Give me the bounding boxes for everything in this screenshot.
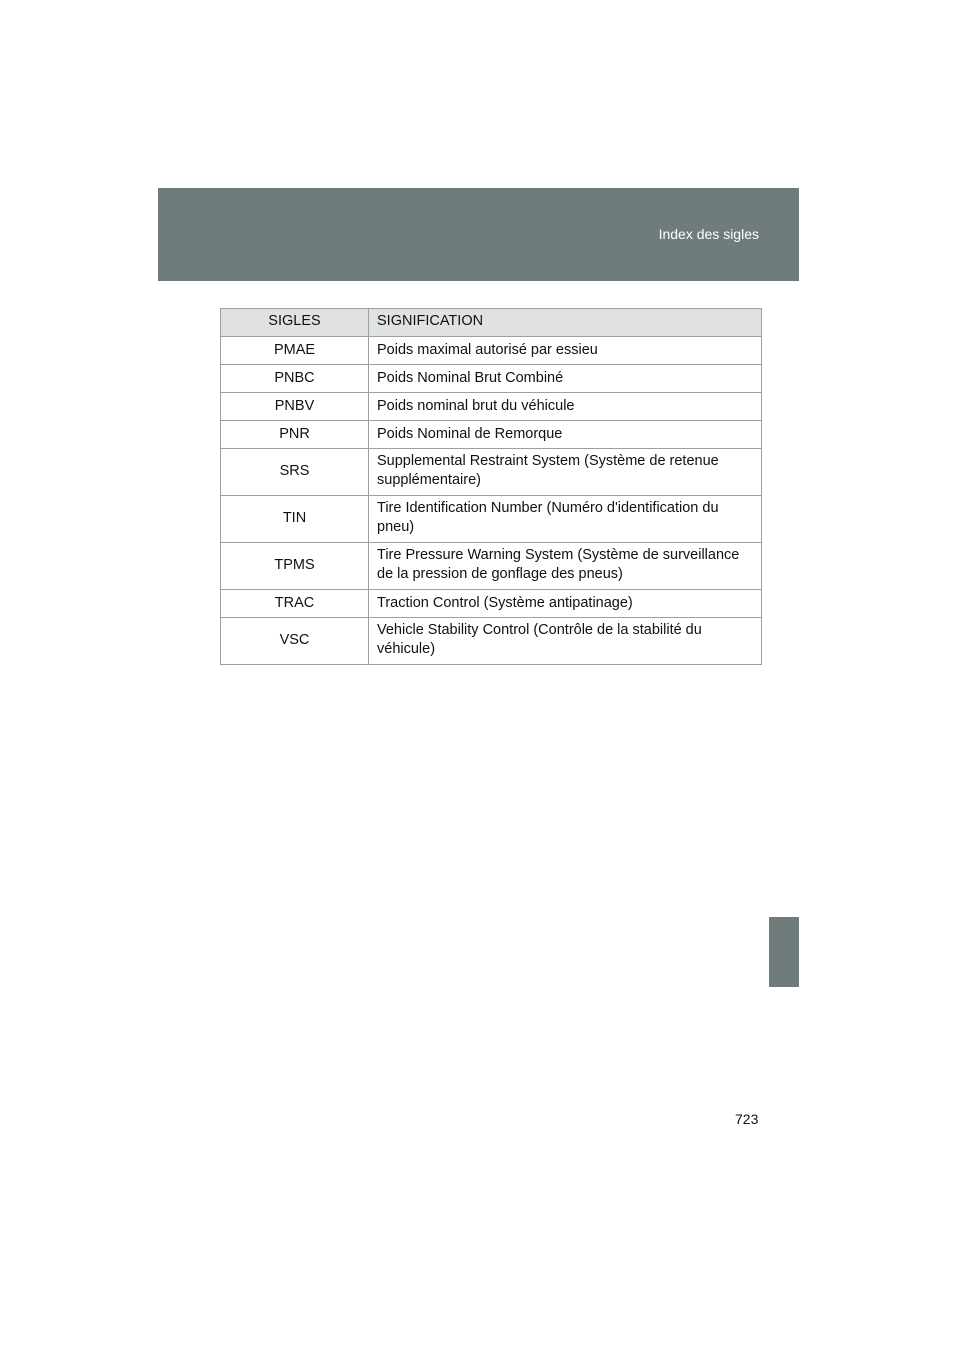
meaning-cell: Poids Nominal Brut Combiné [369, 365, 762, 393]
chapter-side-tab [769, 917, 799, 987]
meaning-cell: Poids maximal autorisé par essieu [369, 337, 762, 365]
abbreviation-cell: TPMS [221, 543, 369, 590]
meaning-cell: Poids Nominal de Remorque [369, 421, 762, 449]
page-number: 723 [735, 1111, 759, 1127]
meaning-cell: Supplemental Restraint System (Système de retenue supplémentaire) [369, 449, 762, 496]
meaning-cell: Poids nominal brut du véhicule [369, 393, 762, 421]
column-header-sigles: SIGLES [221, 309, 369, 337]
abbreviations-table [220, 308, 762, 665]
table-row [221, 365, 762, 393]
abbreviation-cell: TRAC [221, 590, 369, 618]
table-row [221, 590, 762, 618]
abbreviation-cell: PNBV [221, 393, 369, 421]
header-band [158, 188, 799, 281]
table-row [221, 449, 762, 496]
meaning-cell: Vehicle Stability Control (Contrôle de la stabilité du véhicule) [369, 618, 762, 665]
abbreviation-cell: PNBC [221, 365, 369, 393]
table-row [221, 393, 762, 421]
table-row [221, 496, 762, 543]
table-row [221, 543, 762, 590]
table-row [221, 421, 762, 449]
abbreviation-cell: TIN [221, 496, 369, 543]
abbreviation-cell: PMAE [221, 337, 369, 365]
abbreviation-cell: PNR [221, 421, 369, 449]
table-row [221, 618, 762, 665]
section-title: Index des sigles [658, 226, 759, 242]
abbreviation-cell: VSC [221, 618, 369, 665]
meaning-cell: Tire Pressure Warning System (Système de surveillance de la pression de gonflage des pneus) [369, 543, 762, 590]
column-header-signification: SIGNIFICATION [369, 309, 762, 337]
abbreviation-cell: SRS [221, 449, 369, 496]
table-header-row [221, 309, 762, 337]
meaning-cell: Traction Control (Système antipatinage) [369, 590, 762, 618]
table-row [221, 337, 762, 365]
meaning-cell: Tire Identification Number (Numéro d'identification du pneu) [369, 496, 762, 543]
